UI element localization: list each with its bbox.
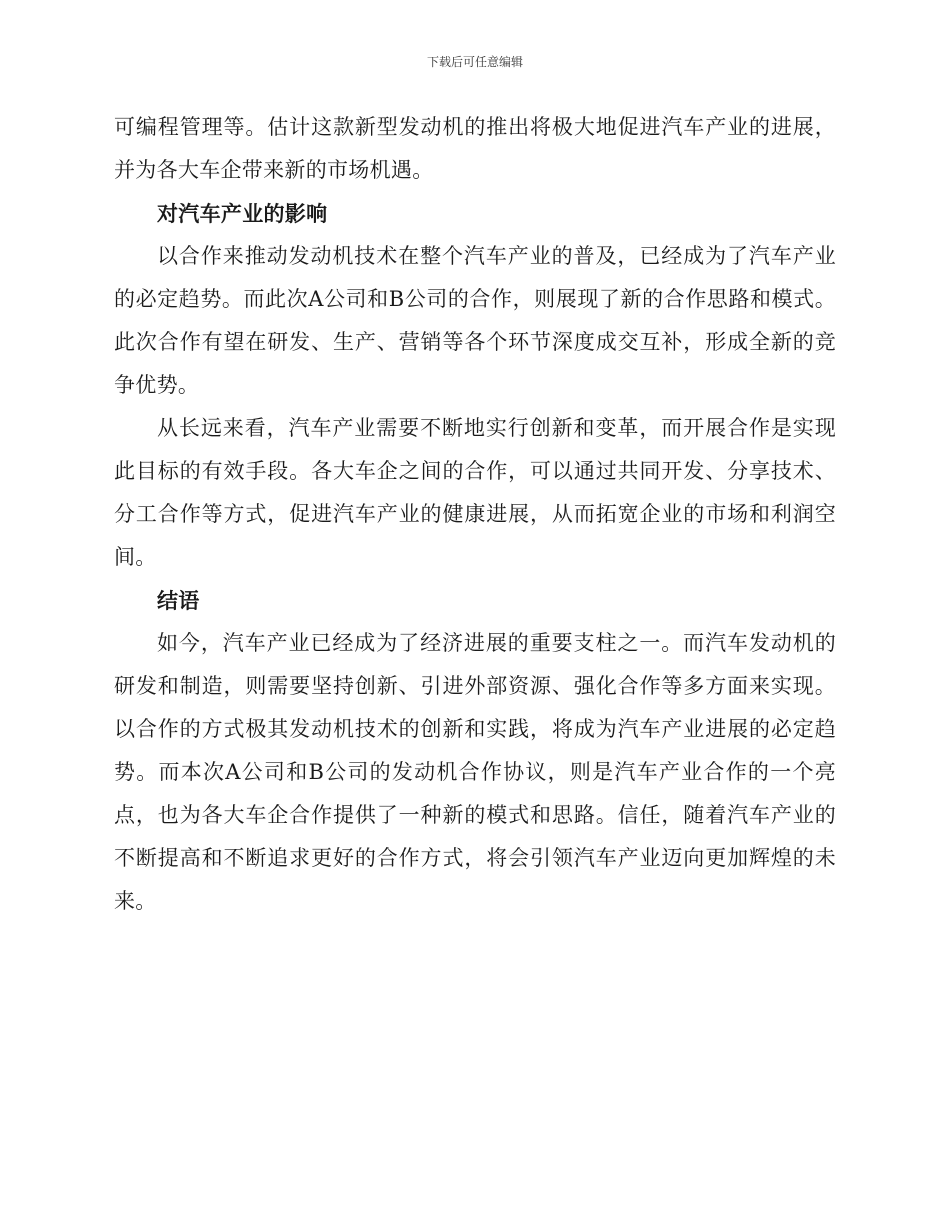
paragraph-impact-1: 以合作来推动发动机技术在整个汽车产业的普及，已经成为了汽车产业的必定趋势。而此次A公司和B公司的合作，则展现了新的合作思路和模式。此次合作有望在研发、生产、营销等各个环节深度成交互补，形成全新的竞争优势。 <box>114 244 836 397</box>
page-header: 下载后可任意编辑 <box>426 55 523 69</box>
section-heading-impact: 对汽车产业的影响 <box>157 201 328 226</box>
paragraph-impact-2: 从长远来看，汽车产业需要不断地实行创新和变革，而开展合作是实现此目标的有效手段。各大车企之间的合作，可以通过共同开发、分享技术、分工合作等方式，促进汽车产业的健康进展，从而拓宽企业的市场和利润空间。 <box>114 416 836 569</box>
intro-paragraph: 可编程管理等。估计这款新型发动机的推出将极大地促进汽车产业的进展，并为各大车企带来新的市场机遇。 <box>114 115 836 182</box>
section-heading-conclusion: 结语 <box>157 588 200 613</box>
paragraph-conclusion-1: 如今，汽车产业已经成为了经济进展的重要支柱之一。而汽车发动机的研发和制造，则需要坚持创新、引进外部资源、强化合作等多方面来实现。以合作的方式极其发动机技术的创新和实践，将成为汽车产业进展的必定趋势。而本次A公司和B公司的发动机合作协议，则是汽车产业合作的一个亮点，也为各大车企合作提供了一种新的模式和思路。信任，随着汽车产业的不断提高和不断追求更好的合作方式，将会引领汽车产业迈向更加辉煌的未来。 <box>114 631 836 913</box>
document-body <box>114 106 836 923</box>
